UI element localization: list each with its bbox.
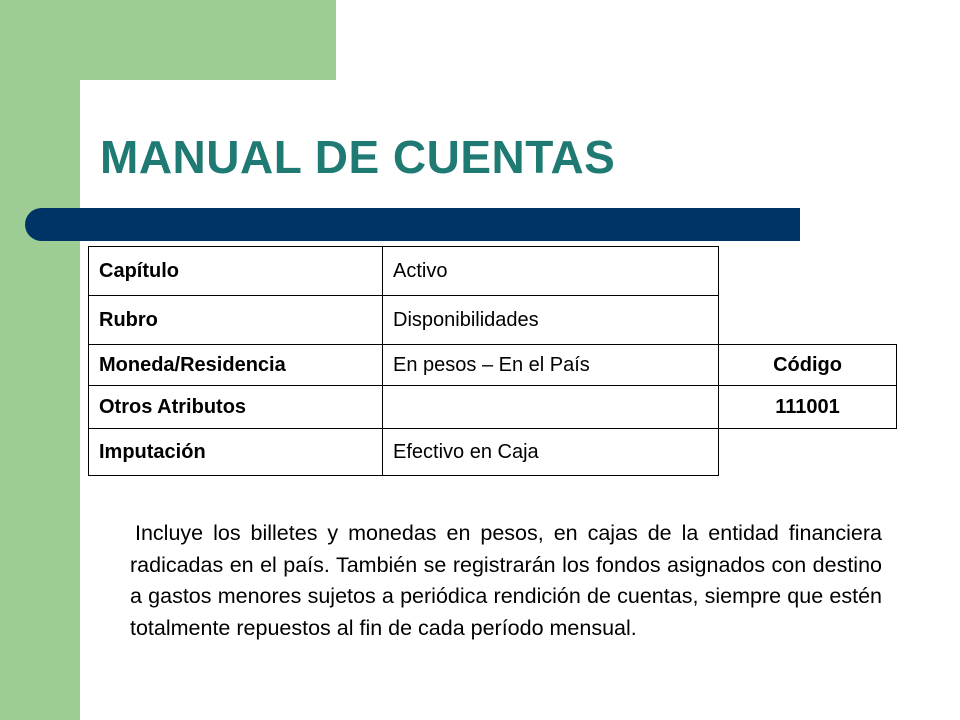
value-imputacion: Efectivo en Caja <box>382 428 719 476</box>
codigo-header: Código <box>718 344 897 386</box>
codigo-value: 111001 <box>718 385 897 429</box>
value-capitulo: Activo <box>382 246 719 296</box>
label-capitulo: Capítulo <box>88 246 383 296</box>
label-imputacion: Imputación <box>88 428 383 476</box>
label-moneda-residencia: Moneda/Residencia <box>88 344 383 386</box>
label-otros-atributos: Otros Atributos <box>88 385 383 429</box>
top-green-block <box>80 0 336 80</box>
value-moneda-residencia: En pesos – En el País <box>382 344 719 386</box>
left-green-band <box>0 0 80 720</box>
title-underline-bar <box>25 208 800 241</box>
label-rubro: Rubro <box>88 295 383 345</box>
value-otros-atributos <box>382 385 719 429</box>
slide-title: MANUAL DE CUENTAS <box>100 131 616 183</box>
account-description: Incluye los billetes y monedas en pesos, en cajas de la entidad financiera radicadas en el país. También se registrarán los fondos asignados con destino a gastos menores sujetos a periódica rendición de cuentas, siempre que estén totalmente repuestos al fin de cada período mensual. <box>130 521 882 640</box>
value-rubro: Disponibilidades <box>382 295 719 345</box>
